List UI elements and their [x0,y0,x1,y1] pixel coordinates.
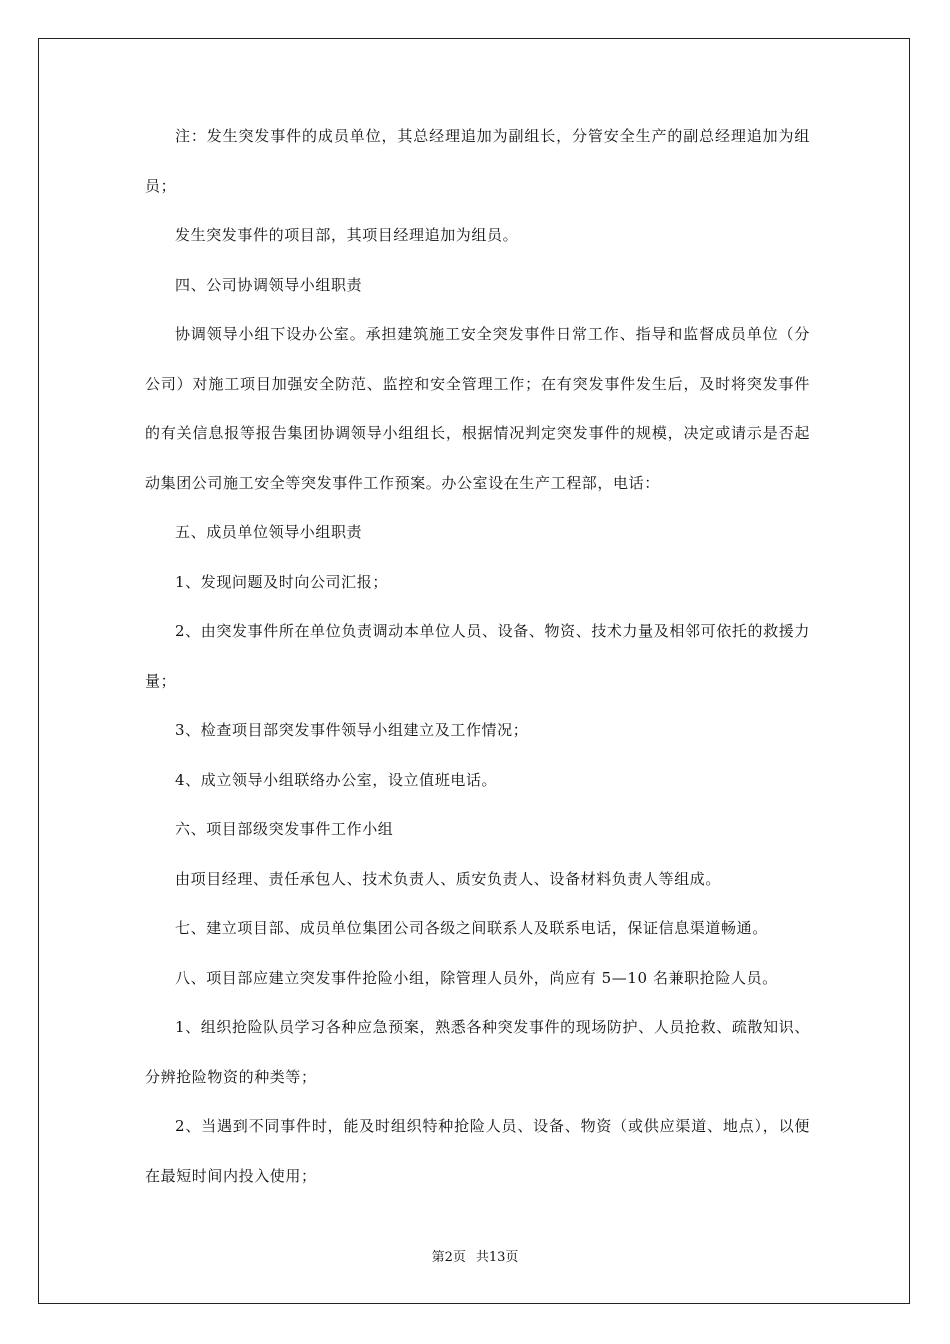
paragraph-note-project-manager: 发生突发事件的项目部，其项目经理追加为组员。 [175,226,519,244]
section-heading-5: 五、成员单位领导小组职责 [175,523,363,541]
rescue-list-item-1: 1、组织抢险队员学习各种应急预案，熟悉各种突发事件的现场防护、人员抢救、疏散知识、分辨抢险物资的种类等； [145,1018,810,1086]
section-heading-4: 四、公司协调领导小组职责 [175,275,363,294]
section-heading-7: 七、建立项目部、成员单位集团公司各级之间联系人及联系电话，保证信息渠道畅通。 [175,919,768,937]
section-heading-6: 六、项目部级突发事件工作小组 [175,820,394,838]
list-item-4: 4、成立领导小组联络办公室，设立值班电话。 [175,770,498,789]
list-item-1: 1、发现问题及时向公司汇报； [175,572,388,591]
paragraph-office-duties: 协调领导小组下设办公室。承担建筑施工安全突发事件日常工作、指导和监督成员单位（分公司）对施工项目加强安全防范、监控和安全管理工作；在有突发事件发生后，及时将突发事件的有关信息报等报告集团协调领导小组组长，根据情况判定突发事件的规模，决定或请示是否起动集团公司施工安全等突发事件工作预案。办公室设在生产工程部，电话： [145,325,810,492]
rescue-list-item-2: 2、当遇到不同事件时，能及时组织特种抢险人员、设备、物资（或供应渠道、地点），以便在最短时间内投入使用； [145,1117,810,1185]
paragraph-note-deputy-leader: 注：发生突发事件的成员单位，其总经理追加为副组长，分管安全生产的副总经理追加为组员； [145,127,810,195]
page-total: 共13页 [475,1250,519,1265]
document-body [145,112,810,1201]
list-item-2: 2、由突发事件所在单位负责调动本单位人员、设备、物资、技术力量及相邻可依托的救援力量； [145,622,810,690]
section-heading-8: 八、项目部应建立突发事件抢险小组，除管理人员外，尚应有 5—10 名兼职抢险人员。 [175,968,778,987]
page-footer [0,1246,950,1265]
page-number: 第2页 [431,1250,466,1265]
paragraph-team-composition: 由项目经理、责任承包人、技术负责人、质安负责人、设备材料负责人等组成。 [175,869,722,888]
list-item-3: 3、检查项目部突发事件领导小组建立及工作情况； [175,721,529,739]
